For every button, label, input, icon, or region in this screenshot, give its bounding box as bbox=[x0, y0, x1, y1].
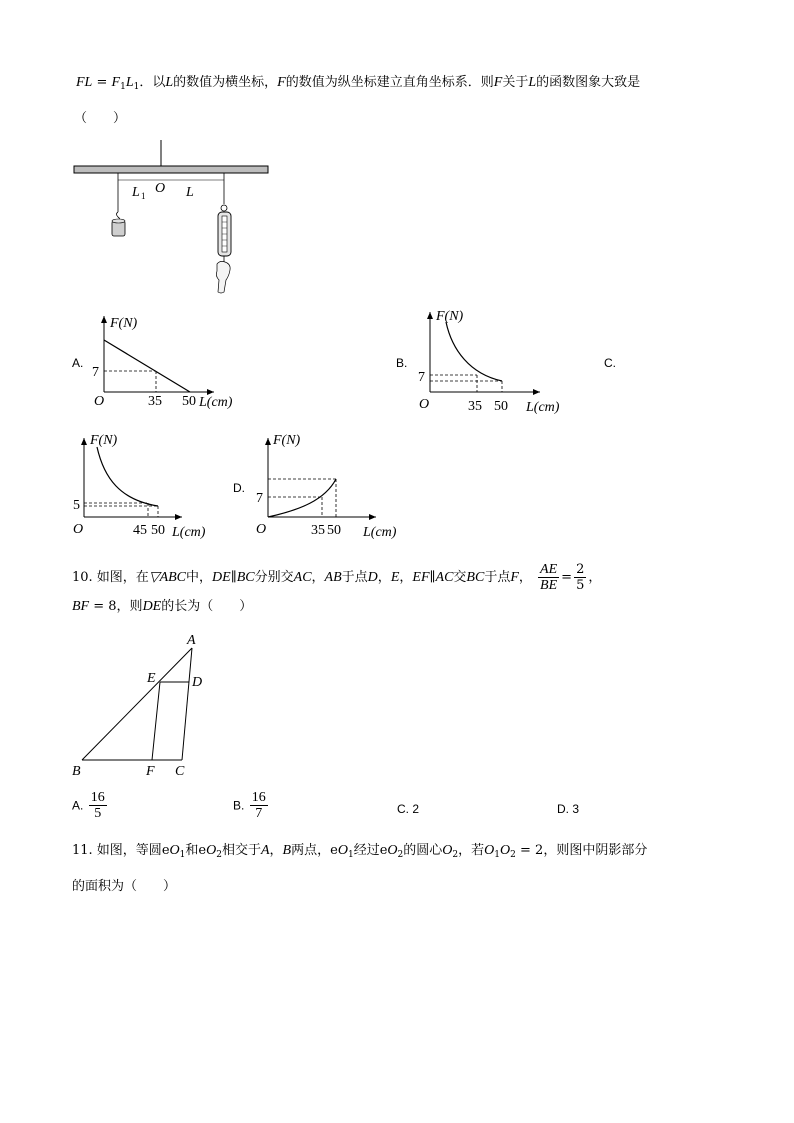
lever-label-l: L bbox=[186, 185, 194, 200]
graph-d-xtick-1: 35 bbox=[311, 523, 325, 538]
q10-fraction-value: $\frac{2}{5}$ bbox=[576, 562, 585, 593]
q10-line-2: BF = 8，则DE的长为（ ） bbox=[72, 599, 253, 614]
q10-option-d[interactable]: D. 3 bbox=[557, 802, 580, 816]
graph-b-xlabel: L(cm) bbox=[526, 400, 560, 415]
q11-line-2: 的面积为（ ） bbox=[72, 879, 177, 894]
graph-d-xtick-2: 50 bbox=[327, 523, 341, 538]
q10-option-a[interactable]: A. $\frac{16}{5}$ bbox=[72, 790, 105, 821]
graph-c-xlabel: L(cm) bbox=[172, 525, 206, 540]
q10-line-1: 10. 如图，在▽ABC中，DE∥BC分别交AC，AB于点D，E，EF∥AC交BC于点F， $\frac{AE}{BE}$ = $\frac{2}{5}$ ， bbox=[72, 562, 602, 593]
option-c-label: C. bbox=[604, 356, 616, 370]
option-d-label: D. bbox=[233, 481, 245, 495]
graph-a-ytick: 7 bbox=[92, 365, 99, 380]
graph-c-origin: O bbox=[73, 522, 84, 537]
q10-fraction-ae-be: $\frac{AE}{BE}$ bbox=[540, 562, 558, 593]
point-f: F bbox=[146, 764, 155, 779]
graph-c-ylabel: F(N) bbox=[90, 433, 118, 448]
q10-option-b[interactable]: B. $\frac{16}{7}$ bbox=[233, 790, 266, 821]
math-fl: FL bbox=[76, 75, 93, 90]
graph-d-ytick: 7 bbox=[256, 491, 263, 506]
graph-a-xtick-1: 35 bbox=[148, 394, 162, 409]
graph-c-ytick: 5 bbox=[73, 498, 80, 513]
graph-d-ylabel: F(N) bbox=[273, 433, 301, 448]
segment-ba bbox=[82, 648, 192, 760]
point-b: B bbox=[72, 764, 81, 779]
point-d: D bbox=[192, 675, 203, 690]
option-b-label: B. bbox=[396, 356, 408, 370]
graph-b-ytick: 7 bbox=[418, 370, 425, 385]
graph-b-ylabel: F(N) bbox=[436, 309, 464, 324]
graph-b-xtick-2: 50 bbox=[494, 399, 508, 414]
point-c: C bbox=[175, 764, 185, 779]
graph-a-xtick-2: 50 bbox=[182, 394, 196, 409]
segment-ac bbox=[182, 648, 192, 760]
lever-label-l1: L bbox=[132, 185, 140, 200]
graph-a-ylabel: F(N) bbox=[110, 316, 138, 331]
svg-text:1: 1 bbox=[141, 191, 146, 201]
q9-intro-line: FL = $F_1L_1$．以L的数值为横坐标，F的数值为纵坐标建立直角坐标系．则F关于L的函数图象大致是 bbox=[76, 75, 641, 92]
lever-label-o: O bbox=[155, 181, 166, 196]
graph-c-xtick-2: 50 bbox=[151, 523, 165, 538]
graph-d-origin: O bbox=[256, 522, 267, 537]
segment-ef bbox=[152, 682, 160, 760]
graph-d-xlabel: L(cm) bbox=[363, 525, 397, 540]
q11-line-1: 11. 如图，等圆$eO_1$和$eO_2$相交于A，B两点，$eO_1$经过$eO_2$的圆心$O_2$，若$O_1O_2 = 2$，则图中阴影部分 bbox=[72, 843, 648, 860]
graph-a-origin: O bbox=[94, 394, 105, 409]
option-a-label: A. bbox=[72, 356, 84, 370]
graph-b-origin: O bbox=[419, 397, 430, 412]
point-a: A bbox=[187, 633, 196, 648]
q10-option-c[interactable]: C. 2 bbox=[397, 802, 420, 816]
graph-c-xtick-1: 45 bbox=[133, 523, 147, 538]
graph-b-xtick-1: 35 bbox=[468, 399, 482, 414]
point-e: E bbox=[147, 671, 156, 686]
graph-a-xlabel: L(cm) bbox=[199, 395, 233, 410]
q9-answer-paren: （ ） bbox=[74, 111, 127, 126]
